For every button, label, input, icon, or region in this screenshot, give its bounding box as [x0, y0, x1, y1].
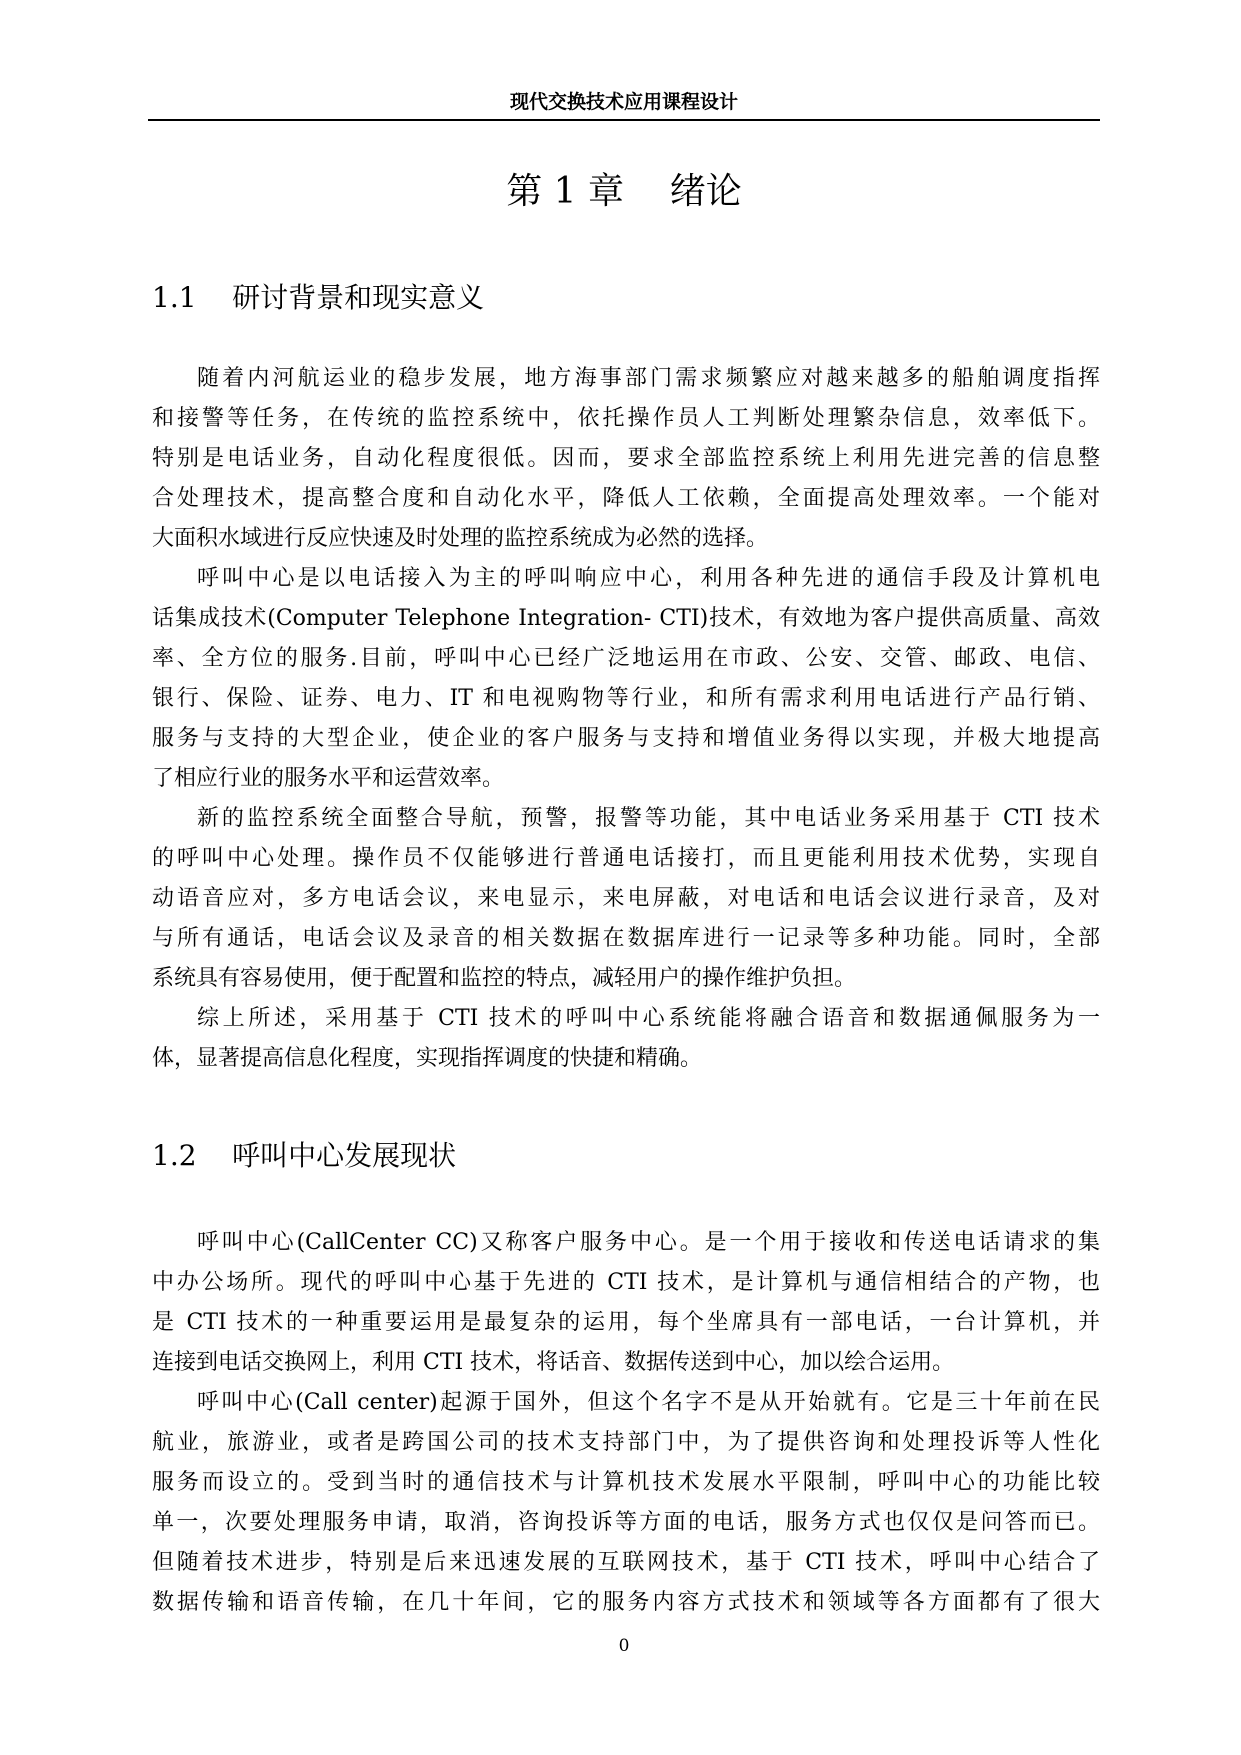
- text-line: 随着内河航运业的稳步发展，地方海事部门需求频繁应对越来越多的船舶调度指挥: [197, 366, 1100, 391]
- text-line: 和接警等任务，在传统的监控系统中，依托操作员人工判断处理繁杂信息，效率低下。: [152, 406, 1100, 431]
- text-line: 大面积水域进行反应快速及时处理的监控系统成为必然的选择。: [152, 526, 769, 551]
- section-1-1-body: [152, 359, 1100, 1079]
- text-line: 特别是电话业务，自动化程度很低。因而，要求全部监控系统上利用先进完善的信息整: [152, 446, 1100, 471]
- text-line: 是 CTI 技术的一种重要运用是最复杂的运用，每个坐席具有一部电话，一台计算机，并: [152, 1310, 1100, 1335]
- text-line: 话集成技术(Computer Telephone Integration- CTI)技术，有效地为客户提供高质量、高效: [152, 606, 1100, 631]
- text-line: 服务与支持的大型企业，使企业的客户服务与支持和增值业务得以实现，并极大地提高: [152, 726, 1100, 751]
- text-line: 综上所述，采用基于 CTI 技术的呼叫中心系统能将融合语音和数据通佩服务为一: [197, 1006, 1100, 1031]
- text-line: 服务而设立的。受到当时的通信技术与计算机技术发展水平限制，呼叫中心的功能比较: [152, 1470, 1100, 1495]
- text-line: 数据传输和语音传输，在几十年间，它的服务内容方式技术和领域等各方面都有了很大: [152, 1590, 1100, 1615]
- text-line: 连接到电话交换网上，利用 CTI 技术，将话音、数据传送到中心，加以绘合运用。: [152, 1350, 955, 1375]
- text-line: 与所有通话，电话会议及录音的相关数据在数据库进行一记录等多种功能。同时，全部: [152, 926, 1100, 951]
- text-line: 单一，次要处理服务申请，取消，咨询投诉等方面的电话，服务方式也仅仅是问答而已。: [152, 1510, 1100, 1535]
- text-line: 呼叫中心是以电话接入为主的呼叫响应中心，利用各种先进的通信手段及计算机电: [197, 566, 1100, 591]
- text-line: 呼叫中心(Call center)起源于国外，但这个名字不是从开始就有。它是三十年前在民: [197, 1390, 1100, 1415]
- text-line: 体，显著提高信息化程度，实现指挥调度的快捷和精确。: [152, 1046, 703, 1071]
- running-header: 现代交换技术应用课程设计: [509, 91, 738, 113]
- text-line: 系统具有容易使用，便于配置和监控的特点，减轻用户的操作维护负担。: [152, 966, 857, 991]
- text-line: 的呼叫中心处理。操作员不仅能够进行普通电话接打，而且更能利用技术优势，实现自: [152, 846, 1100, 871]
- page-number: 0: [618, 1636, 630, 1656]
- text-line: 但随着技术进步，特别是后来迅速发展的互联网技术，基于 CTI 技术，呼叫中心结合了: [152, 1550, 1100, 1575]
- text-line: 合处理技术，提高整合度和自动化水平，降低人工依赖，全面提高处理效率。一个能对: [152, 486, 1100, 511]
- chapter-title: 第 1 章 绪论: [506, 171, 742, 212]
- text-line: 新的监控系统全面整合导航，预警，报警等功能，其中电话业务采用基于 CTI 技术: [197, 806, 1100, 831]
- text-line: 呼叫中心(CallCenter CC)又称客户服务中心。是一个用于接收和传送电话请求的集: [197, 1230, 1100, 1255]
- section-1-2-body: [152, 1223, 1100, 1623]
- text-line: 银行、保险、证券、电力、IT 和电视购物等行业，和所有需求利用电话进行产品行销、: [152, 686, 1100, 711]
- text-line: 了相应行业的服务水平和运营效率。: [152, 766, 505, 791]
- text-line: 航业，旅游业，或者是跨国公司的技术支持部门中，为了提供咨询和处理投诉等人性化: [152, 1430, 1100, 1455]
- text-line: 动语音应对，多方电话会议，来电显示，来电屏蔽，对电话和电话会议进行录音，及对: [152, 886, 1100, 911]
- header-rule: [148, 119, 1100, 121]
- text-line: 中办公场所。现代的呼叫中心基于先进的 CTI 技术，是计算机与通信相结合的产物，也: [152, 1270, 1100, 1295]
- section-heading-1-2: 1.2 呼叫中心发展现状: [152, 1139, 457, 1172]
- text-line: 率、全方位的服务.目前，呼叫中心已经广泛地运用在市政、公安、交管、邮政、电信、: [152, 646, 1100, 671]
- section-heading-1-1: 1.1 研讨背景和现实意义: [152, 281, 485, 314]
